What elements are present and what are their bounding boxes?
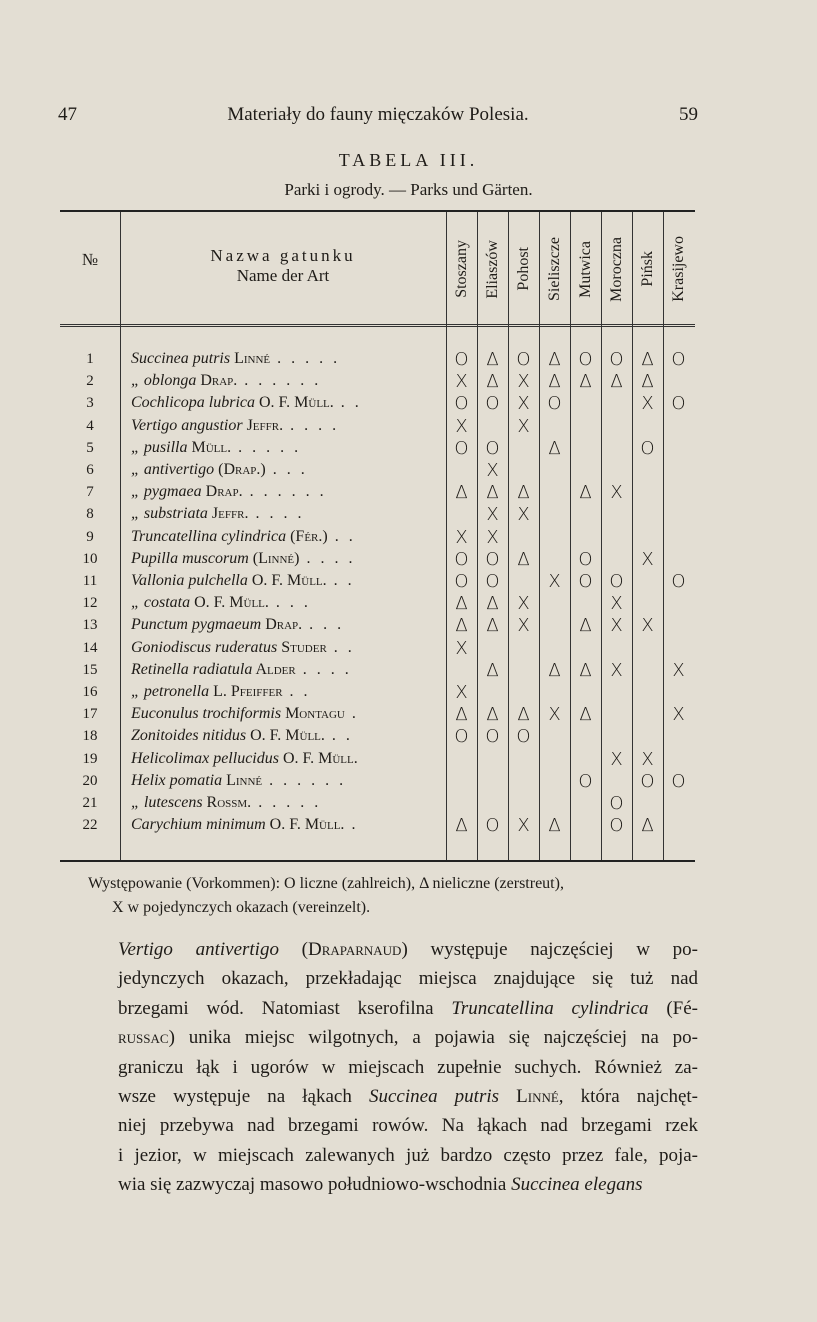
body-line xyxy=(118,994,698,1023)
column-header-locality xyxy=(539,218,570,320)
species-name xyxy=(131,572,435,590)
occurrence-symbol: X xyxy=(610,748,623,770)
body-line xyxy=(118,1141,698,1170)
row-number: 17 xyxy=(82,706,98,723)
species-latin-name: Punctum pygmaeum xyxy=(131,616,262,634)
species-name xyxy=(131,639,435,657)
table-row xyxy=(60,571,695,593)
row-number: 16 xyxy=(82,684,98,700)
row-number: 18 xyxy=(82,728,98,745)
italic-text: Vertigo antivertigo xyxy=(118,939,279,960)
species-name xyxy=(131,705,435,723)
body-line xyxy=(118,1053,698,1082)
occurrence-symbol: O xyxy=(485,437,500,459)
occurrence-symbol: Δ xyxy=(517,548,530,570)
occurrence-symbol: O xyxy=(454,393,469,415)
leader-dots: . xyxy=(344,816,359,834)
locality-label: Pińsk xyxy=(638,251,656,287)
occurrence-symbol: Δ xyxy=(486,704,499,726)
text-run: wsze występuje na łąkach xyxy=(118,1086,369,1108)
occurrence-symbol: Δ xyxy=(486,615,499,637)
row-number: 21 xyxy=(82,795,98,811)
table-row xyxy=(60,438,695,460)
body-line xyxy=(118,964,698,993)
leader-dots: . . xyxy=(324,727,353,745)
body-line xyxy=(118,935,698,964)
smallcaps-text: Draparnaud xyxy=(308,939,402,960)
species-name xyxy=(131,616,435,634)
species-latin-name: „ costata xyxy=(131,594,191,612)
locality-label: Pohost xyxy=(514,247,532,291)
table-row xyxy=(60,416,695,438)
table-row xyxy=(60,660,695,682)
leader-dots: . . . . xyxy=(299,549,356,567)
table-row xyxy=(60,704,695,726)
species-latin-name: „ petronella xyxy=(131,683,210,700)
occurrence-symbol: Δ xyxy=(455,482,468,504)
text-run: graniczu łąk i ugorów w miejscach zupełnie suchych. Również za- xyxy=(118,1056,698,1078)
row-number: 22 xyxy=(82,817,98,834)
species-name xyxy=(131,483,435,501)
species-author: L. Pfeiffer xyxy=(209,683,283,700)
table-subtitle: Parki i ogrody. — Parks und Gärten. xyxy=(284,180,533,199)
body-line xyxy=(118,1082,698,1111)
leader-dots: . . . xyxy=(302,616,345,634)
occurrence-symbol: Δ xyxy=(641,815,654,837)
occurrence-symbol: O xyxy=(671,770,686,792)
text-run: ) unika miejsc wilgotnych, a pojawia się najczęściej na po- xyxy=(168,1027,698,1049)
occurrence-symbol: X xyxy=(548,571,561,592)
text-run: ) występuje najczęściej w po- xyxy=(401,939,698,960)
leader-dots: . . . . xyxy=(295,660,352,678)
occurrence-symbol: Δ xyxy=(579,482,592,504)
column-header-locality xyxy=(508,218,539,320)
species-author: Rossm. xyxy=(202,794,252,811)
text-run xyxy=(499,1086,516,1107)
row-number: 5 xyxy=(86,439,94,456)
text-run: , która najchęt- xyxy=(558,1086,698,1108)
species-author: Müll. xyxy=(187,438,232,456)
column-header-number: № xyxy=(81,250,99,269)
occurrence-symbol: Δ xyxy=(579,615,592,637)
occurrence-symbol: X xyxy=(455,637,468,659)
occurrence-symbol: O xyxy=(516,349,531,370)
species-latin-name: Euconulus trochiformis xyxy=(131,705,282,723)
occurrence-symbol: O xyxy=(671,571,686,592)
occurrence-symbol: O xyxy=(609,793,624,814)
smallcaps-text: russac xyxy=(118,1027,169,1049)
table-row xyxy=(60,615,695,637)
locality-label: Eliaszów xyxy=(483,239,501,299)
species-author: Drap. xyxy=(196,372,238,390)
species-author: O. F. Müll. xyxy=(246,727,325,745)
text-run: jedynczych okazach, przekładając miejsca znajdujące się tuż nad xyxy=(118,968,698,990)
locality-label: Moroczna xyxy=(607,236,625,302)
species-author: Studer xyxy=(277,638,327,656)
occurrence-symbol: X xyxy=(641,615,654,637)
occurrence-symbol: Δ xyxy=(579,659,592,681)
occurrence-symbol: O xyxy=(609,571,624,592)
species-latin-name: Helicolimax pellucidus xyxy=(131,749,279,767)
species-author: (Fér.) xyxy=(286,527,328,545)
occurrence-symbol: O xyxy=(671,393,686,415)
species-name xyxy=(131,727,435,745)
occurrence-symbol: O xyxy=(640,770,655,792)
species-author: O. F. Müll. xyxy=(190,594,269,612)
occurrence-symbol: O xyxy=(609,349,624,370)
column-header-locality xyxy=(601,218,632,320)
leader-dots: . . . xyxy=(268,594,311,612)
species-latin-name: Cochlicopa lubrica xyxy=(131,394,255,412)
body-line xyxy=(118,1023,698,1052)
table-row xyxy=(60,815,695,837)
species-author: Jeffr. xyxy=(207,505,249,523)
occurrence-symbol: X xyxy=(548,704,561,726)
smallcaps-text: Linné xyxy=(516,1086,559,1108)
occurrence-symbol: Δ xyxy=(548,371,561,393)
species-name xyxy=(131,394,435,412)
leader-dots: . xyxy=(344,705,359,723)
occurrence-symbol: X xyxy=(610,615,623,637)
occurrence-symbol: Δ xyxy=(641,371,654,393)
occurrence-symbol: Δ xyxy=(486,371,499,393)
species-latin-name: Zonitoides nitidus xyxy=(131,727,247,745)
occurrence-symbol: Δ xyxy=(455,593,468,615)
table-row xyxy=(60,460,695,482)
species-author: Montagu xyxy=(281,705,345,723)
locality-label: Mutwica xyxy=(576,240,594,298)
legend xyxy=(88,872,708,920)
species-latin-name: Pupilla muscorum xyxy=(131,549,249,567)
occurrence-symbol: X xyxy=(517,504,530,526)
occurrence-symbol: O xyxy=(578,548,593,570)
occurrence-symbol: X xyxy=(486,460,499,481)
occurrence-symbol: Δ xyxy=(579,371,592,393)
species-name xyxy=(131,439,435,457)
species-name xyxy=(131,550,435,568)
species-latin-name: Succinea putris xyxy=(131,350,231,367)
table-row xyxy=(60,482,695,504)
species-latin-name: Vallonia pulchella xyxy=(131,572,248,589)
species-author: O. F. Müll. xyxy=(265,816,345,834)
species-table xyxy=(60,210,695,862)
species-name xyxy=(131,461,435,479)
species-author: O. F. Müll. xyxy=(247,572,327,589)
occurrence-symbol: Δ xyxy=(579,704,592,726)
column-header-locality xyxy=(663,218,694,320)
table-title: TABELA III. xyxy=(338,150,479,170)
row-number: 15 xyxy=(82,661,98,678)
column-header-name-pl: Nazwa gatunku xyxy=(210,246,356,265)
occurrence-symbol: Δ xyxy=(455,815,468,837)
row-number: 6 xyxy=(86,462,94,478)
occurrence-symbol: O xyxy=(578,571,593,592)
leader-dots: . . . . . . xyxy=(237,372,322,390)
occurrence-symbol: X xyxy=(517,593,530,615)
species-name xyxy=(131,372,435,390)
italic-text: Succinea elegans xyxy=(511,1174,643,1196)
leader-dots: . . xyxy=(326,638,355,656)
occurrence-symbol: O xyxy=(485,548,500,570)
species-author: O. F. Müll. xyxy=(254,394,334,412)
leader-dots: . . . . . . xyxy=(242,483,327,501)
species-latin-name: „ lutescens xyxy=(131,794,203,811)
locality-label: Krasijewo xyxy=(669,236,687,302)
table-row xyxy=(60,771,695,793)
column-header-locality xyxy=(446,218,477,320)
species-latin-name: „ oblonga xyxy=(131,372,197,390)
species-author: (Drap.) xyxy=(214,461,266,478)
header-divider xyxy=(60,324,695,327)
occurrence-symbol: X xyxy=(517,615,530,637)
table-row xyxy=(60,393,695,415)
legend-line-1: Występowanie (Vorkommen): O liczne (zahlreich), Δ nieliczne (zerstreut), xyxy=(88,875,564,892)
occurrence-symbol: Δ xyxy=(641,349,654,370)
page-number-right: 59 xyxy=(679,104,698,125)
species-author: Jeffr. xyxy=(242,416,284,434)
text-run: i jezior, w miejscach zalewanych już bardzo często przez fale, poja- xyxy=(118,1144,698,1166)
species-name xyxy=(131,661,435,679)
row-number: 11 xyxy=(82,573,98,589)
occurrence-symbol: Δ xyxy=(486,349,499,370)
leader-dots: . . xyxy=(333,394,362,412)
species-latin-name: „ pusilla xyxy=(131,438,188,456)
species-author: Linné xyxy=(230,350,271,367)
species-name xyxy=(131,594,435,612)
row-number: 7 xyxy=(86,484,94,501)
occurrence-symbol: X xyxy=(610,593,623,615)
occurrence-symbol: X xyxy=(455,415,468,437)
leader-dots: . . xyxy=(282,683,311,700)
occurrence-symbol: O xyxy=(578,770,593,792)
occurrence-symbol: O xyxy=(485,726,500,748)
occurrence-symbol: X xyxy=(455,526,468,548)
occurrence-symbol: X xyxy=(610,482,623,504)
legend-line-2: X w pojedynczych okazach (vereinzelt). xyxy=(112,899,371,916)
occurrence-symbol: X xyxy=(672,704,685,726)
occurrence-symbol: O xyxy=(485,571,500,592)
occurrence-symbol: Δ xyxy=(455,704,468,726)
species-latin-name: Helix pomatia xyxy=(131,771,223,789)
occurrence-symbol: Δ xyxy=(548,815,561,837)
row-number: 4 xyxy=(86,417,94,434)
table-row xyxy=(60,749,695,771)
body-text xyxy=(118,935,698,1200)
leader-dots: . . . . . xyxy=(251,794,322,811)
leader-dots: . . . . . xyxy=(270,350,341,367)
body-line xyxy=(118,1111,698,1140)
occurrence-symbol: O xyxy=(609,815,624,837)
table-row xyxy=(60,349,695,371)
occurrence-symbol: Δ xyxy=(548,437,561,459)
occurrence-symbol: X xyxy=(610,659,623,681)
occurrence-symbol: O xyxy=(578,349,593,370)
occurrence-symbol: Δ xyxy=(517,482,530,504)
column-header-name xyxy=(120,246,446,286)
occurrence-symbol: X xyxy=(641,748,654,770)
occurrence-symbol: X xyxy=(641,393,654,415)
occurrence-symbol: O xyxy=(454,571,469,592)
text-run: niej przebywa nad brzegami rowów. Na łąkach nad brzegami rzek xyxy=(118,1115,698,1137)
row-number: 3 xyxy=(86,395,94,412)
occurrence-symbol: Δ xyxy=(455,615,468,637)
species-name xyxy=(131,350,435,368)
occurrence-symbol: O xyxy=(485,815,500,837)
species-latin-name: Vertigo angustior xyxy=(131,416,243,434)
species-author: Drap. xyxy=(201,483,243,501)
occurrence-symbol: O xyxy=(640,437,655,459)
page-header xyxy=(58,104,698,134)
occurrence-symbol: X xyxy=(486,526,499,548)
occurrence-symbol: O xyxy=(485,393,500,415)
species-latin-name: „ pygmaea xyxy=(131,483,202,501)
occurrence-symbol: X xyxy=(517,393,530,415)
occurrence-symbol: Δ xyxy=(486,593,499,615)
row-number: 1 xyxy=(86,351,94,367)
species-author: Drap. xyxy=(261,616,303,634)
occurrence-symbol: Δ xyxy=(486,482,499,504)
species-author: O. F. Müll. xyxy=(278,749,358,767)
text-run: brzegami wód. Natomiast kserofilna xyxy=(118,997,452,1019)
species-latin-name: Goniodiscus ruderatus xyxy=(131,638,278,656)
species-name xyxy=(131,683,435,701)
running-title: Materiały do fauny mięczaków Polesia. xyxy=(227,104,529,125)
occurrence-symbol: O xyxy=(454,726,469,748)
leader-dots: . . . . . . xyxy=(262,771,347,789)
leader-dots: . . . . xyxy=(248,505,305,523)
table-row xyxy=(60,593,695,615)
occurrence-symbol: Δ xyxy=(517,704,530,726)
row-number: 12 xyxy=(82,595,98,612)
locality-label: Sieliszcze xyxy=(545,237,563,301)
species-latin-name: „ antivertigo xyxy=(131,461,215,478)
species-name xyxy=(131,794,435,812)
table-row xyxy=(60,504,695,526)
column-header-locality xyxy=(477,218,508,320)
leader-dots: . . xyxy=(327,527,356,545)
occurrence-symbol: X xyxy=(517,815,530,837)
species-author: Linné xyxy=(222,771,263,789)
occurrence-symbol: Δ xyxy=(610,371,623,393)
body-line xyxy=(118,1170,698,1199)
occurrence-symbol: X xyxy=(517,415,530,437)
species-latin-name: Retinella radiatula xyxy=(131,660,253,678)
species-name xyxy=(131,528,435,546)
row-number: 10 xyxy=(82,550,98,567)
column-header-locality xyxy=(570,218,601,320)
occurrence-symbol: X xyxy=(455,371,468,393)
leader-dots: . . . . xyxy=(283,416,340,434)
species-name xyxy=(131,816,435,834)
table-row xyxy=(60,793,695,815)
occurrence-symbol: O xyxy=(454,437,469,459)
column-header-locality xyxy=(632,218,663,320)
row-number: 2 xyxy=(86,373,94,390)
row-number: 19 xyxy=(82,750,98,767)
row-number: 8 xyxy=(86,506,94,523)
table-row xyxy=(60,682,695,704)
occurrence-symbol: O xyxy=(454,349,469,370)
species-latin-name: „ substriata xyxy=(131,505,208,523)
page-number-left: 47 xyxy=(58,104,77,125)
italic-text: Truncatellina cylindrica xyxy=(451,997,649,1019)
occurrence-symbol: X xyxy=(486,504,499,526)
italic-text: Succinea putris xyxy=(368,1086,500,1108)
row-number: 9 xyxy=(86,528,94,545)
row-number: 20 xyxy=(82,772,98,789)
row-number: 14 xyxy=(82,639,98,656)
leader-dots: . . . . . xyxy=(231,438,302,456)
occurrence-symbol: O xyxy=(671,349,686,370)
occurrence-symbol: X xyxy=(455,682,468,703)
species-latin-name: Carychium minimum xyxy=(131,816,266,834)
occurrence-symbol: Δ xyxy=(486,659,499,681)
species-name xyxy=(131,417,435,435)
occurrence-symbol: O xyxy=(516,726,531,748)
text-run: ( xyxy=(278,939,308,960)
row-number: 13 xyxy=(82,617,98,634)
species-author: (Linné) xyxy=(248,549,300,567)
occurrence-symbol: X xyxy=(672,659,685,681)
table-row xyxy=(60,726,695,748)
occurrence-symbol: X xyxy=(517,371,530,393)
occurrence-symbol: Δ xyxy=(548,659,561,681)
occurrence-symbol: Δ xyxy=(548,349,561,370)
species-name xyxy=(131,505,435,523)
table-row xyxy=(60,638,695,660)
table-row xyxy=(60,549,695,571)
table-row xyxy=(60,527,695,549)
occurrence-symbol: O xyxy=(547,393,562,415)
occurrence-symbol: X xyxy=(641,548,654,570)
table-row xyxy=(60,371,695,393)
locality-label: Stoszany xyxy=(452,240,470,298)
text-run: wia się zazwyczaj masowo południowo-wschodnia xyxy=(118,1174,512,1196)
text-run: (Fé- xyxy=(648,997,698,1019)
occurrence-symbol: O xyxy=(454,548,469,570)
column-header-name-de: Name der Art xyxy=(236,266,330,285)
species-author: Alder xyxy=(252,660,296,678)
leader-dots: . . . xyxy=(265,461,308,478)
species-latin-name: Truncatellina cylindrica xyxy=(131,527,287,545)
species-name xyxy=(131,750,435,768)
leader-dots: . . xyxy=(326,572,355,589)
species-name xyxy=(131,772,435,790)
